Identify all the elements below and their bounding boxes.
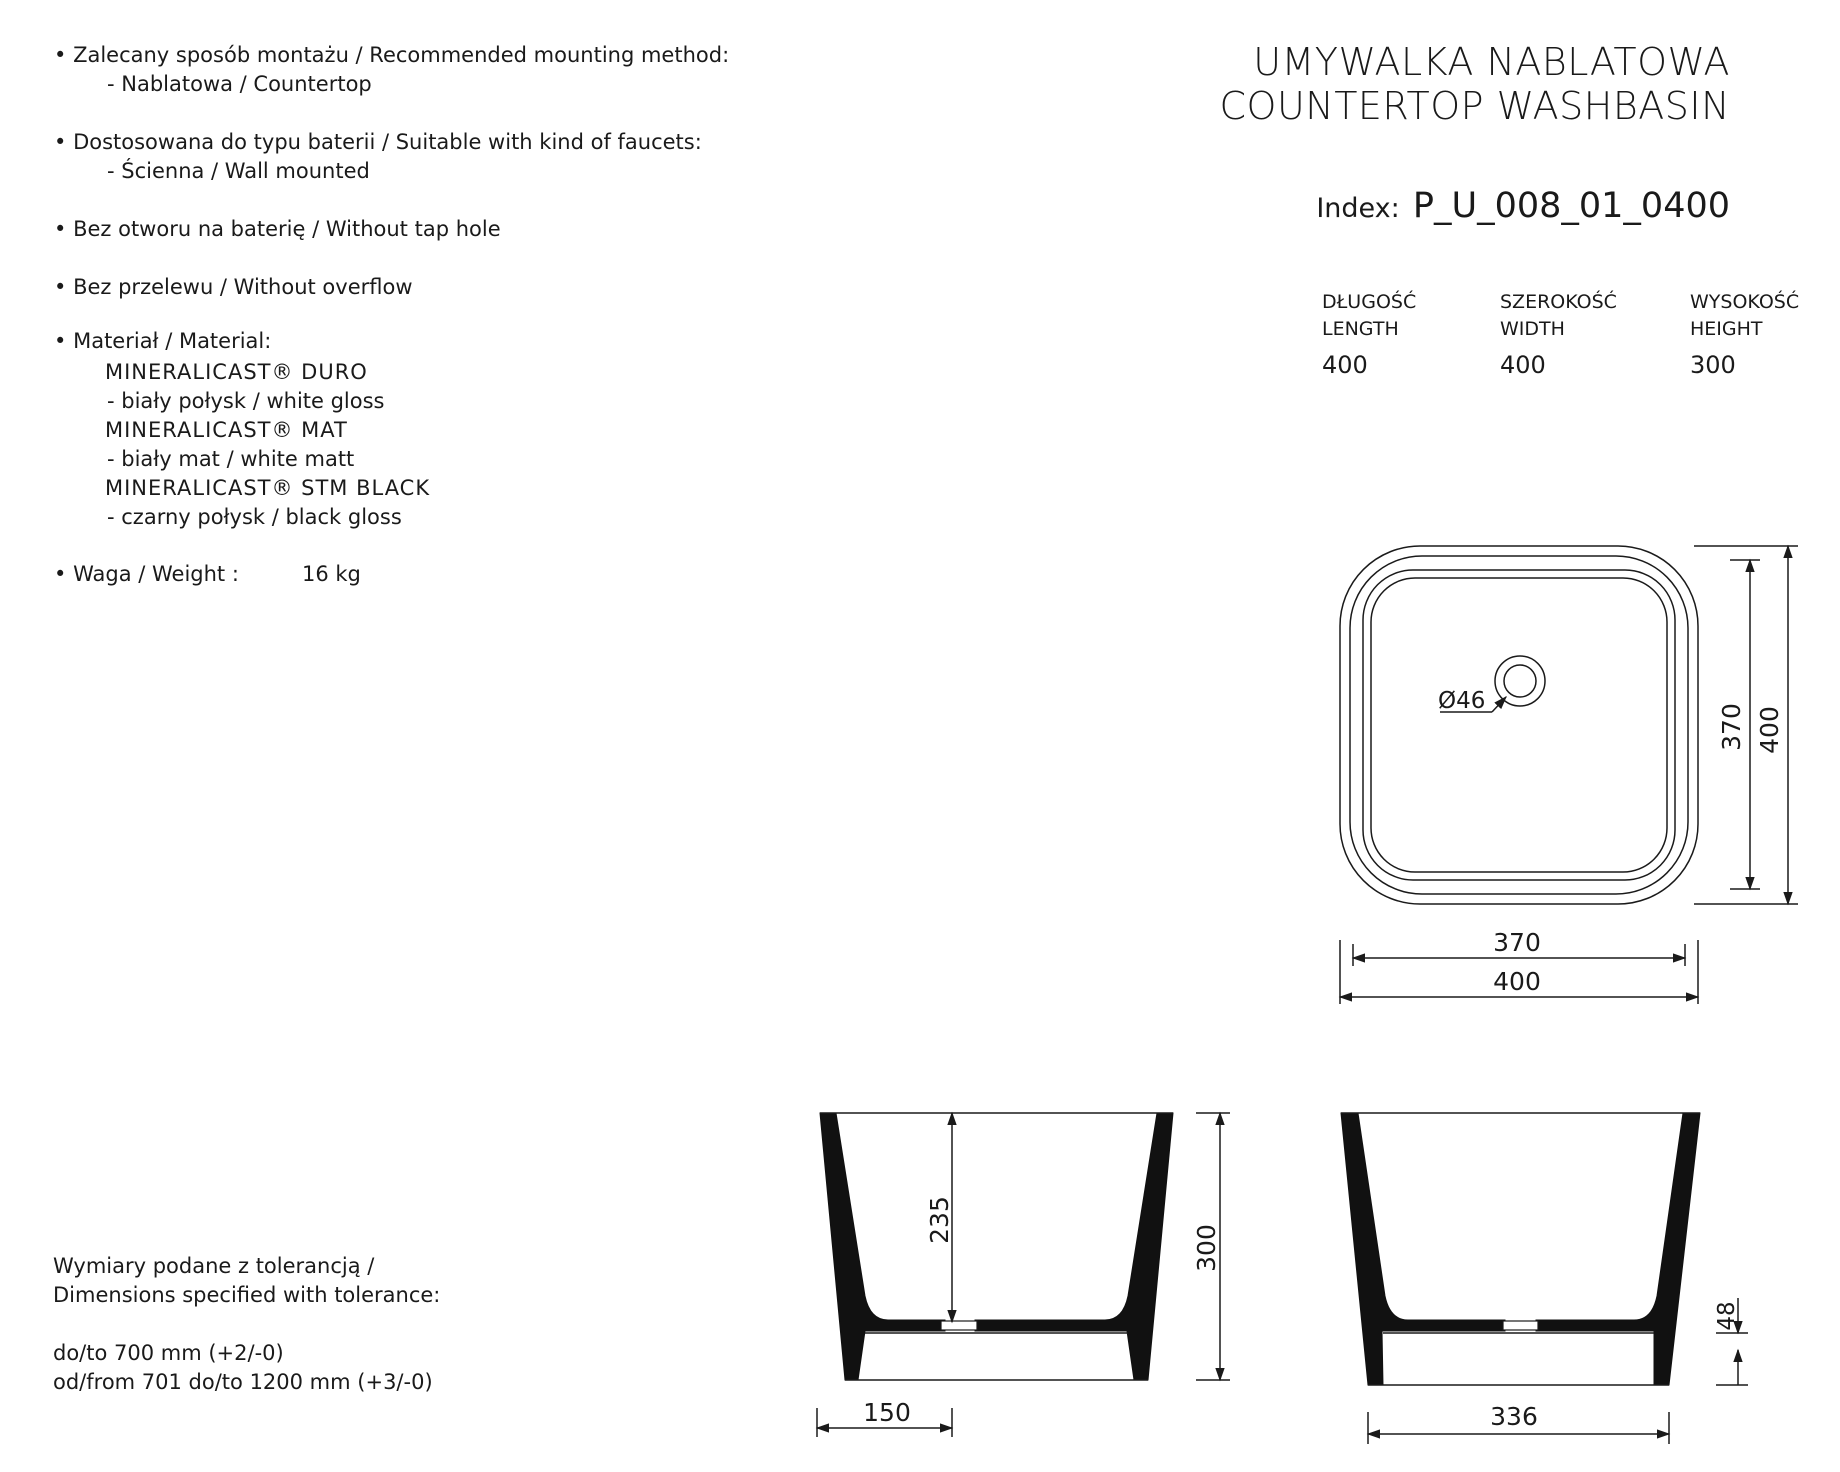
basin-bowl-outer bbox=[1363, 570, 1675, 880]
dimension-label-en: HEIGHT bbox=[1690, 318, 1763, 340]
bullet: • bbox=[54, 275, 67, 299]
drain-outlet bbox=[941, 1321, 977, 1330]
tolerance-line: do/to 700 mm (+2/-0) bbox=[53, 1341, 284, 1365]
dim-label: 336 bbox=[1490, 1402, 1538, 1431]
bullet: • bbox=[54, 329, 67, 353]
dim-label: 300 bbox=[1192, 1224, 1221, 1272]
material-finish: - biały połysk / white gloss bbox=[107, 389, 385, 413]
dimension-label-en: LENGTH bbox=[1322, 318, 1399, 340]
dimension-label-pl: DŁUGOŚĆ bbox=[1322, 291, 1417, 313]
dim-label: 370 bbox=[1717, 703, 1746, 751]
dim-label: 150 bbox=[863, 1398, 911, 1427]
drain-outlet bbox=[1503, 1321, 1538, 1330]
dim-label: 48 bbox=[1714, 1301, 1740, 1331]
tolerance-line: od/from 701 do/to 1200 mm (+3/-0) bbox=[53, 1370, 433, 1394]
tolerance-line: Dimensions specified with tolerance: bbox=[53, 1283, 441, 1307]
index-label: Index: bbox=[1316, 193, 1400, 224]
drain-outer bbox=[1495, 656, 1545, 706]
material-name: MINERALICAST® MAT bbox=[105, 418, 348, 442]
spec-tap-hole-label: Bez otworu na baterię / Without tap hole bbox=[73, 217, 501, 241]
basin-bowl-inner bbox=[1371, 578, 1667, 872]
dim-label: 370 bbox=[1493, 928, 1541, 957]
dim-label: 400 bbox=[1493, 967, 1541, 996]
dimension-label-pl: SZEROKOŚĆ bbox=[1500, 291, 1617, 313]
side-view-right bbox=[1341, 1113, 1748, 1444]
dimension-value: 300 bbox=[1690, 351, 1736, 379]
dimension-label-en: WIDTH bbox=[1500, 318, 1565, 340]
spec-weight-label: Waga / Weight : bbox=[73, 562, 239, 586]
spec-mounting-label: Zalecany sposób montażu / Recommended mounting method: bbox=[73, 43, 730, 67]
basin-rim-inner-edge bbox=[1350, 556, 1688, 894]
top-view bbox=[1340, 546, 1798, 1004]
spec-weight-value: 16 kg bbox=[302, 562, 361, 586]
dimension-label-pl: WYSOKOŚĆ bbox=[1690, 291, 1800, 313]
bullet: • bbox=[54, 217, 67, 241]
spec-mounting-value: - Nablatowa / Countertop bbox=[107, 72, 372, 96]
side-view-left bbox=[817, 1113, 1230, 1437]
dim-label: 400 bbox=[1755, 706, 1784, 754]
bullet: • bbox=[54, 562, 67, 586]
dim-label: 235 bbox=[925, 1196, 954, 1244]
product-title-en: COUNTERTOP WASHBASIN bbox=[1219, 84, 1730, 128]
spec-overflow-label: Bez przelewu / Without overflow bbox=[73, 275, 413, 299]
material-name: MINERALICAST® DURO bbox=[105, 360, 368, 384]
product-title-pl: UMYWALKA NABLATOWA bbox=[1253, 40, 1730, 84]
spec-material-label: Materiał / Material: bbox=[73, 329, 272, 353]
material-finish: - biały mat / white matt bbox=[107, 447, 355, 471]
bullet: • bbox=[54, 43, 67, 67]
bullet: • bbox=[54, 130, 67, 154]
drain-inner bbox=[1504, 665, 1536, 697]
spec-faucet-value: - Ścienna / Wall mounted bbox=[107, 159, 370, 183]
dimension-value: 400 bbox=[1500, 351, 1546, 379]
dimension-value: 400 bbox=[1322, 351, 1368, 379]
drain-leader-line bbox=[1492, 697, 1506, 712]
basin-outer-rim bbox=[1340, 546, 1698, 904]
basin-section-profile bbox=[1341, 1113, 1700, 1385]
material-finish: - czarny połysk / black gloss bbox=[107, 505, 402, 529]
drain-diameter-label: Ø46 bbox=[1438, 688, 1486, 714]
basin-section-profile bbox=[820, 1113, 1173, 1380]
spec-faucet-label: Dostosowana do typu baterii / Suitable with kind of faucets: bbox=[73, 130, 702, 154]
index-value: P_U_008_01_0400 bbox=[1412, 186, 1730, 226]
material-name: MINERALICAST® STM BLACK bbox=[105, 476, 431, 500]
tolerance-line: Wymiary podane z tolerancją / bbox=[53, 1254, 375, 1278]
